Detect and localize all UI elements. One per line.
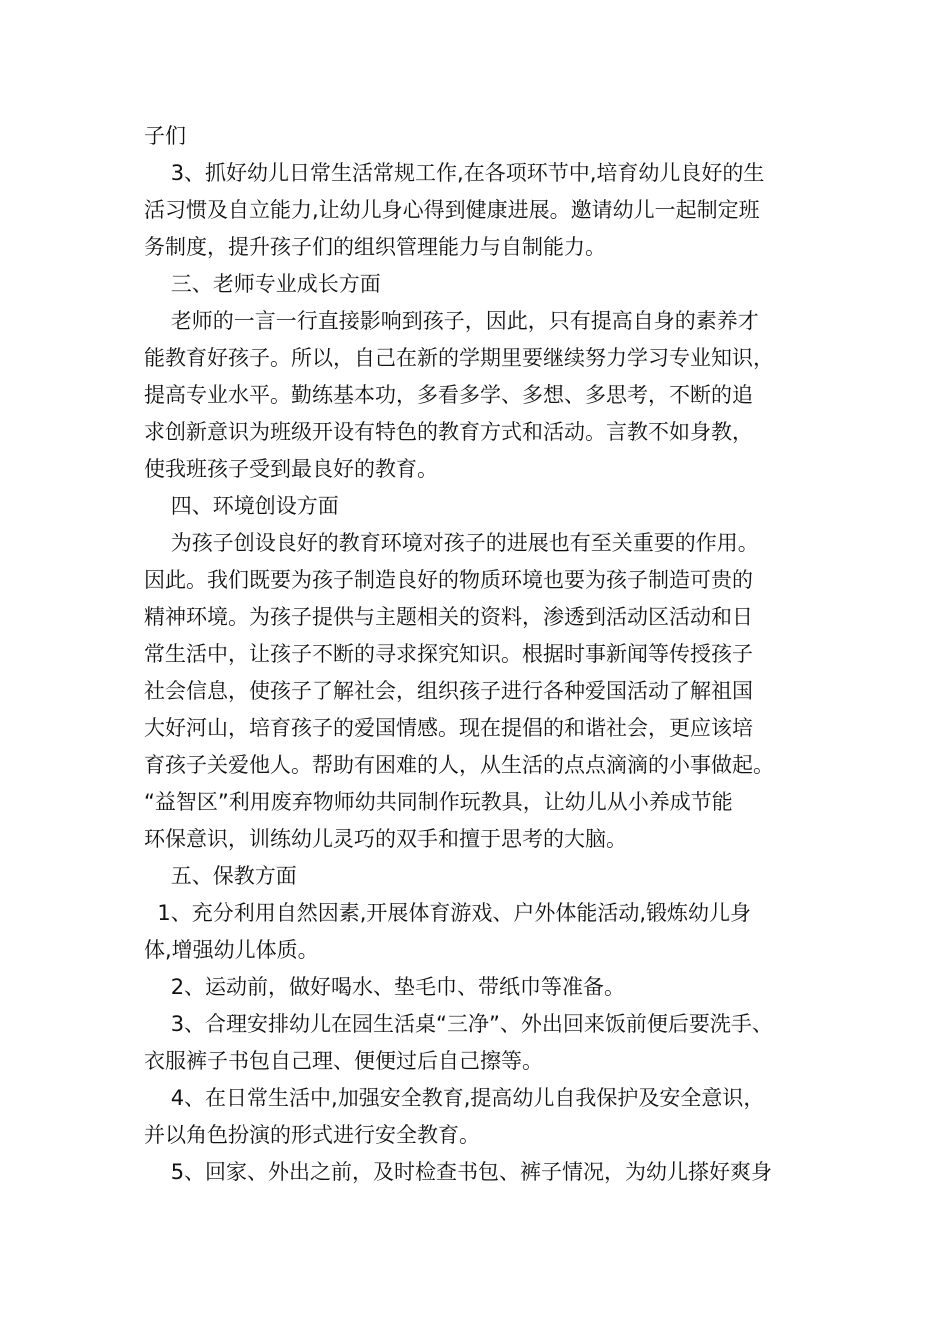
text-line: 为孩子创设良好的教育环境对孩子的进展也有至关重要的作用。 xyxy=(144,531,759,555)
text-line: 提高专业水平。勤练基本功，多看多学、多想、多思考，不断的追 xyxy=(144,383,753,407)
text-line: 3、合理安排幼儿在园生活桌“三净”、外出回来饭前便后要洗手、 xyxy=(144,1012,773,1036)
text-line: 并以角色扮演的形式进行安全教育。 xyxy=(144,1123,480,1147)
text-line: 大好河山，培育孩子的爱国情感。现在提倡的和谐社会，更应该培 xyxy=(144,716,753,740)
section-heading: 三、老师专业成长方面 xyxy=(144,272,381,296)
text-line: 2、运动前，做好喝水、垫毛巾、带纸巾等准备。 xyxy=(144,975,626,999)
text-line: 求创新意识为班级开设有特色的教育方式和活动。言教不如身教， xyxy=(144,420,753,444)
section-heading: 五、保教方面 xyxy=(144,864,297,888)
text-line: 老师的一言一行直接影响到孩子，因此，只有提高自身的素养才 xyxy=(144,309,759,333)
text-line: 1、充分利用自然因素,开展体育游戏、户外体能活动,锻炼幼儿身 xyxy=(144,901,752,925)
text-line: 3、抓好幼儿日常生活常规工作,在各项环节中,培育幼儿良好的生 xyxy=(144,161,765,185)
text-line: 活习惯及自立能力,让幼儿身心得到健康进展。邀请幼儿一起制定班 xyxy=(144,198,760,222)
text-line: 4、在日常生活中,加强安全教育,提高幼儿自我保护及安全意识， xyxy=(144,1086,765,1110)
text-line: 能教育好孩子。所以，自己在新的学期里要继续努力学习专业知识， xyxy=(144,346,774,370)
text-line: 5、回家、外出之前，及时检查书包、裤子情况，为幼儿搽好爽身 xyxy=(144,1160,773,1184)
text-line: 因此。我们既要为孩子制造良好的物质环境也要为孩子制造可贵的 xyxy=(144,568,753,592)
text-line: 体,增强幼儿体质。 xyxy=(144,938,319,962)
text-line: 环保意识，训练幼儿灵巧的双手和擅于思考的大脑。 xyxy=(144,827,627,851)
text-line: 常生活中，让孩子不断的寻求探究知识。根据时事新闻等传授孩子 xyxy=(144,642,753,666)
text-line: “益智区”利用废弃物师幼共同制作玩教具，让幼儿从小养成节能 xyxy=(144,790,733,814)
text-line: 务制度，提升孩子们的组织管理能力与自制能力。 xyxy=(144,235,606,259)
text-line: 子们 xyxy=(144,124,186,148)
text-line: 育孩子关爱他人。帮助有困难的人，从生活的点点滴滴的小事做起。 xyxy=(144,753,774,777)
text-line: 精神环境。为孩子提供与主题相关的资料，渗透到活动区活动和日 xyxy=(144,605,753,629)
text-line: 衣服裤子书包自己理、便便过后自己擦等。 xyxy=(144,1049,543,1073)
text-line: 社会信息，使孩子了解社会，组织孩子进行各种爱国活动了解祖国 xyxy=(144,679,753,703)
text-line: 使我班孩子受到最良好的教育。 xyxy=(144,457,438,481)
section-heading: 四、环境创设方面 xyxy=(144,494,339,518)
